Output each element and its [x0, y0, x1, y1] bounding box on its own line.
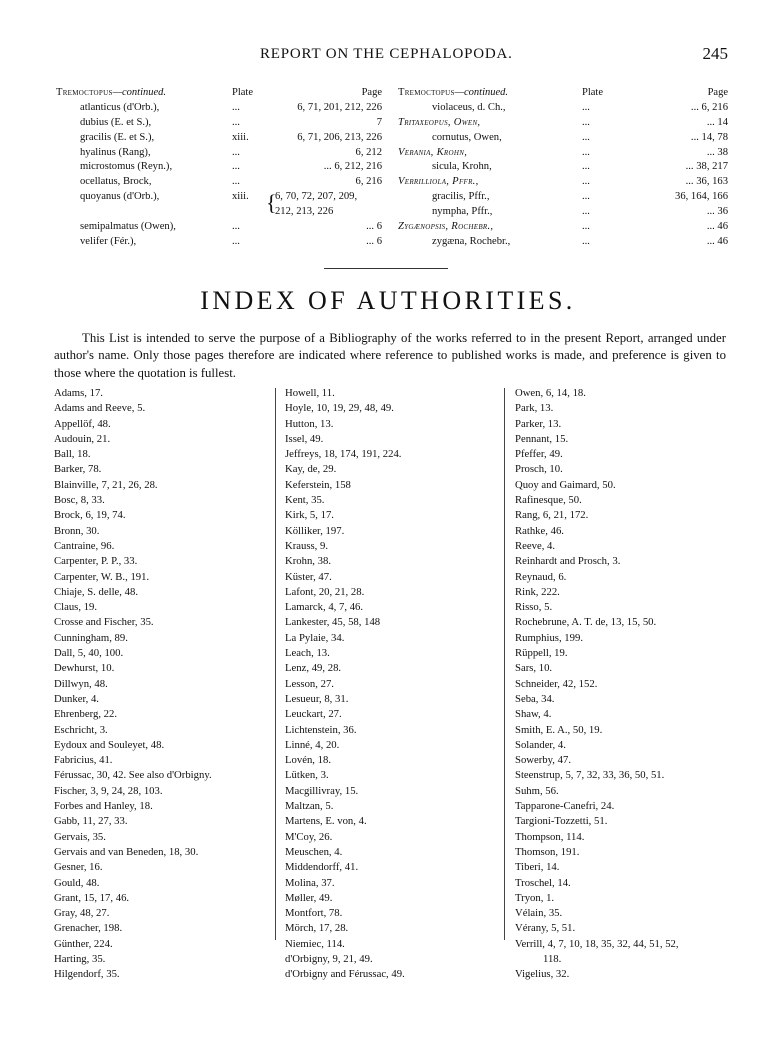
- species-name: atlanticus (d'Orb.),: [80, 101, 160, 113]
- author-entry: Reynaud, 6.: [515, 570, 567, 583]
- table-row: [56, 235, 382, 250]
- running-head: REPORT ON THE CEPHALOPODA.: [260, 46, 513, 62]
- table-row: [398, 146, 728, 161]
- plate-ref: ...: [232, 221, 240, 233]
- species-table-right: [398, 86, 728, 250]
- author-entry: Günther, 224.: [54, 937, 113, 950]
- author-entry: 118.: [543, 952, 562, 965]
- page-ref: ... 46: [706, 235, 728, 247]
- table-row: [56, 190, 382, 220]
- author-entry: Jeffreys, 18, 174, 191, 224.: [285, 448, 402, 461]
- page-ref: 6, 216: [355, 176, 382, 188]
- author-entry: Issel, 49.: [285, 432, 324, 445]
- species-name: hyalinus (Rang),: [80, 146, 151, 158]
- page-ref: ... 6, 216: [690, 101, 728, 113]
- genus-suffix: —continued.: [112, 87, 167, 98]
- author-entry: Vigelius, 32.: [515, 968, 570, 981]
- author-entry: La Pylaie, 34.: [285, 631, 345, 644]
- author-entry: Gray, 48, 27.: [54, 907, 110, 920]
- author-entry: Kölliker, 197.: [285, 524, 345, 537]
- author-entry: Hilgendorf, 35.: [54, 968, 120, 981]
- table-header: [56, 86, 382, 101]
- author-entry: Leach, 13.: [285, 647, 330, 660]
- plate-ref: ...: [582, 116, 590, 128]
- plate-ref: ...: [232, 116, 240, 128]
- table-row: [56, 116, 382, 131]
- page-ref: 6, 71, 201, 212, 226: [297, 101, 382, 113]
- author-entry: Rochebrune, A. T. de, 13, 15, 50.: [515, 616, 657, 629]
- plate-ref: ...: [582, 191, 590, 203]
- page-ref: ... 38, 217: [685, 161, 728, 173]
- author-entry: Cantraine, 96.: [54, 539, 115, 552]
- author-entry: Harting, 35.: [54, 952, 106, 965]
- table-row: [398, 220, 728, 235]
- plate-ref: ...: [232, 101, 240, 113]
- intro-paragraph: This List is intended to serve the purpose of a Bibliography of the works referred to in the present Report, arranged under author's name. Only those pages therefore are indicated where reference to published works is made, and preference is given to those where the quotation is fullest.: [54, 331, 726, 380]
- author-entry: Niemiec, 114.: [285, 937, 345, 950]
- species-name: sicula, Krohn,: [432, 161, 492, 173]
- author-entry: Howell, 11.: [285, 387, 335, 399]
- author-entry: Molina, 37.: [285, 876, 335, 889]
- species-name: dubius (E. et S.),: [80, 116, 152, 128]
- author-entry: Lamarck, 4, 7, 46.: [285, 601, 364, 614]
- author-entry: Gould, 48.: [54, 876, 100, 889]
- author-entry: Bosc, 8, 33.: [54, 494, 105, 507]
- author-entry: Macgillivray, 15.: [285, 784, 359, 797]
- author-entry: Smith, E. A., 50, 19.: [515, 723, 603, 736]
- table-row: [56, 101, 382, 116]
- species-name: Zygænopsis, Rochebr.,: [398, 221, 494, 233]
- page-ref: ... 6: [366, 221, 382, 233]
- author-entry: Rink, 222.: [515, 585, 560, 598]
- author-entry: Kay, de, 29.: [285, 463, 337, 476]
- author-entry: Krauss, 9.: [285, 539, 329, 552]
- author-entry: Troschel, 14.: [515, 876, 571, 889]
- table-row: [398, 190, 728, 205]
- author-entry: Appellöf, 48.: [54, 417, 111, 430]
- author-entry: Adams, 17.: [54, 387, 103, 399]
- index-title: INDEX OF AUTHORITIES.: [200, 286, 576, 315]
- column-rule: [275, 388, 276, 940]
- author-entry: Vélain, 35.: [515, 907, 563, 920]
- author-entry: Lankester, 45, 58, 148: [285, 616, 381, 629]
- table-header-genus: [398, 86, 508, 101]
- page-ref: 6, 71, 206, 213, 226: [297, 131, 382, 143]
- author-entry: d'Orbigny, 9, 21, 49.: [285, 952, 373, 965]
- page-ref: ... 14: [706, 116, 728, 128]
- author-entry: Gervais, 35.: [54, 830, 106, 843]
- species-name: Tritaxeopus, Owen,: [398, 116, 481, 128]
- author-entry: Shaw, 4.: [515, 708, 552, 721]
- author-entry: Blainville, 7, 21, 26, 28.: [54, 478, 158, 491]
- plate-ref: ...: [582, 131, 590, 143]
- species-name: velifer (Fér.),: [80, 235, 137, 247]
- page-ref-line: 6, 70, 72, 207, 209,: [275, 191, 358, 203]
- plate-ref: ...: [232, 161, 240, 173]
- author-entry: Tiberi, 14.: [515, 861, 560, 874]
- author-entry: Eydoux and Souleyet, 48.: [54, 738, 165, 751]
- author-entry: Thompson, 114.: [515, 830, 585, 843]
- author-entry: Meuschen, 4.: [285, 845, 343, 858]
- species-name: zygæna, Rochebr.,: [432, 235, 511, 247]
- author-entry: Schneider, 42, 152.: [515, 677, 598, 690]
- plate-ref: ...: [232, 235, 240, 247]
- section-divider: [324, 268, 448, 269]
- plate-ref: ...: [582, 235, 590, 247]
- author-column-1: [54, 386, 264, 983]
- page-ref: 7: [376, 116, 382, 128]
- author-entry: Parker, 13.: [515, 417, 562, 430]
- genus-name: Tremoctopus: [398, 87, 455, 98]
- author-entry: Eschricht, 3.: [54, 723, 108, 736]
- species-name: ocellatus, Brock,: [80, 176, 152, 188]
- author-entry: Mörch, 17, 28.: [285, 922, 349, 935]
- author-entry: Gabb, 11, 27, 33.: [54, 815, 128, 828]
- species-name: violaceus, d. Ch.,: [432, 101, 506, 113]
- species-name: microstomus (Reyn.),: [80, 161, 173, 173]
- author-entry: Barker, 78.: [54, 463, 102, 476]
- species-table-left: [56, 86, 382, 250]
- author-entry: Carpenter, P. P., 33.: [54, 555, 138, 568]
- author-entry: Cunningham, 89.: [54, 631, 128, 644]
- author-entry: Vérany, 5, 51.: [515, 922, 576, 935]
- species-name: nympha, Pffr.,: [432, 206, 493, 218]
- author-entry: Rumphius, 199.: [515, 631, 583, 644]
- author-entry: Maltzan, 5.: [285, 800, 334, 813]
- author-entry: Lafont, 20, 21, 28.: [285, 585, 365, 598]
- author-entry: Crosse and Fischer, 35.: [54, 616, 154, 629]
- species-name: gracilis (E. et S.),: [80, 131, 155, 143]
- author-entry: d'Orbigny and Férussac, 49.: [285, 968, 405, 981]
- page-number: 245: [702, 44, 728, 63]
- plate-header: Plate: [232, 87, 253, 98]
- author-entry: Thomson, 191.: [515, 845, 580, 858]
- author-entry: Tapparone-Canefri, 24.: [515, 800, 615, 813]
- species-name: Verrilliola, Pffr.,: [398, 176, 479, 188]
- table-header-genus: [56, 86, 166, 101]
- author-entry: Dewhurst, 10.: [54, 662, 115, 675]
- table-row: [398, 116, 728, 131]
- author-entry: Lichtenstein, 36.: [285, 723, 357, 736]
- author-entry: Møller, 49.: [285, 891, 333, 904]
- author-entry: Pennant, 15.: [515, 432, 569, 445]
- author-entry: Pfeffer, 49.: [515, 448, 563, 461]
- author-entry: Reeve, 4.: [515, 539, 556, 552]
- page-ref: 36, 164, 166: [675, 191, 728, 203]
- author-entry: Ball, 18.: [54, 448, 91, 461]
- author-entry: Carpenter, W. B., 191.: [54, 570, 150, 583]
- plate-ref: ...: [582, 146, 590, 158]
- author-entry: Dunker, 4.: [54, 692, 99, 705]
- author-entry: Dall, 5, 40, 100.: [54, 647, 124, 660]
- author-entry: Sars, 10.: [515, 662, 553, 675]
- plate-ref: xiii.: [232, 191, 249, 203]
- author-entry: Ehrenberg, 22.: [54, 708, 118, 721]
- author-entry: Sowerby, 47.: [515, 754, 572, 767]
- author-entry: Fabricius, 41.: [54, 754, 113, 767]
- page-ref: ... 36: [706, 206, 728, 218]
- species-name: Verania, Krohn,: [398, 146, 468, 158]
- author-entry: Claus, 19.: [54, 601, 98, 614]
- author-entry: Montfort, 78.: [285, 907, 343, 920]
- author-entry: Rathke, 46.: [515, 524, 564, 537]
- page-header: Page: [361, 87, 382, 98]
- author-entry: Solander, 4.: [515, 738, 566, 751]
- author-entry: Risso, 5.: [515, 601, 553, 614]
- plate-ref: ...: [232, 176, 240, 188]
- author-entry: Lovén, 18.: [285, 754, 332, 767]
- author-entry: Seba, 34.: [515, 692, 555, 705]
- author-entry: Rafinesque, 50.: [515, 494, 582, 507]
- author-entry: Krohn, 38.: [285, 555, 332, 568]
- author-entry: Middendorff, 41.: [285, 861, 359, 874]
- page-ref: 6, 212: [355, 146, 382, 158]
- author-entry: Grenacher, 198.: [54, 922, 123, 935]
- author-entry: Fischer, 3, 9, 24, 28, 103.: [54, 784, 163, 797]
- author-entry: Brock, 6, 19, 74.: [54, 509, 126, 522]
- table-row: [398, 175, 728, 190]
- table-row: [398, 205, 728, 220]
- author-entry: Park, 13.: [515, 402, 554, 415]
- species-name: gracilis, Pffr.,: [432, 191, 490, 203]
- genus-name: Tremoctopus: [56, 87, 113, 98]
- author-entry: Bronn, 30.: [54, 524, 100, 537]
- page-ref: ... 36, 163: [685, 176, 728, 188]
- page-ref: ... 14, 78: [690, 131, 728, 143]
- author-entry: Quoy and Gaimard, 50.: [515, 478, 616, 491]
- page-ref: ... 38: [706, 146, 728, 158]
- plate-ref: ...: [232, 146, 240, 158]
- author-column-2: [285, 386, 495, 983]
- page-ref: ... 46: [706, 221, 728, 233]
- author-entry: Grant, 15, 17, 46.: [54, 891, 130, 904]
- plate-ref: ...: [582, 206, 590, 218]
- author-entry: Tryon, 1.: [515, 891, 555, 904]
- table-row: [56, 160, 382, 175]
- table-row: [398, 160, 728, 175]
- author-entry: Gesner, 16.: [54, 861, 103, 874]
- table-row: [56, 131, 382, 146]
- author-entry: Verrill, 4, 7, 10, 18, 35, 32, 44, 51, 52,: [515, 937, 679, 950]
- author-entry: Steenstrup, 5, 7, 32, 33, 36, 50, 51.: [515, 769, 665, 782]
- author-entry: Kent, 35.: [285, 494, 325, 507]
- plate-header: Plate: [582, 87, 603, 98]
- table-row: [56, 146, 382, 161]
- author-entry: Rüppell, 19.: [515, 647, 568, 660]
- author-entry: Hutton, 13.: [285, 417, 334, 430]
- author-entry: Forbes and Hanley, 18.: [54, 800, 153, 813]
- author-entry: Linné, 4, 20.: [285, 738, 340, 751]
- author-entry: Owen, 6, 14, 18.: [515, 387, 586, 399]
- genus-suffix: —continued.: [454, 87, 509, 98]
- page-ref: ... 6: [366, 235, 382, 247]
- author-entry: Férussac, 30, 42. See also d'Orbigny.: [54, 769, 212, 782]
- author-entry: Lütken, 3.: [285, 769, 329, 782]
- page-ref: ... 6, 212, 216: [323, 161, 382, 173]
- page-ref: [266, 190, 357, 220]
- author-entry: Reinhardt and Prosch, 3.: [515, 555, 621, 568]
- species-name: quoyanus (d'Orb.),: [80, 191, 160, 203]
- author-entry: Küster, 47.: [285, 570, 332, 583]
- author-entry: Prosch, 10.: [515, 463, 563, 476]
- plate-ref: ...: [582, 161, 590, 173]
- author-entry: Martens, E. von, 4.: [285, 815, 367, 828]
- plate-ref: ...: [582, 101, 590, 113]
- author-entry: Adams and Reeve, 5.: [54, 402, 146, 415]
- author-entry: Dillwyn, 48.: [54, 677, 108, 690]
- page-ref-line: 212, 213, 226: [275, 206, 334, 218]
- author-entry: Keferstein, 158: [285, 478, 351, 491]
- species-name: cornutus, Owen,: [432, 131, 502, 143]
- author-column-3: [515, 386, 730, 983]
- brace: {: [266, 190, 277, 216]
- author-entry: Gervais and van Beneden, 18, 30.: [54, 845, 199, 858]
- author-entry: Lenz, 49, 28.: [285, 662, 342, 675]
- table-row: [398, 131, 728, 146]
- author-entry: Chiaje, S. delle, 48.: [54, 585, 139, 598]
- author-entry: Suhm, 56.: [515, 784, 559, 797]
- table-row: [56, 175, 382, 190]
- table-row: [398, 235, 728, 250]
- author-entry: Leuckart, 27.: [285, 708, 342, 721]
- author-entry: M'Coy, 26.: [285, 830, 333, 843]
- plate-ref: ...: [582, 221, 590, 233]
- table-row: [56, 220, 382, 235]
- author-entry: Rang, 6, 21, 172.: [515, 509, 589, 522]
- species-name: semipalmatus (Owen),: [80, 221, 176, 233]
- plate-ref: xiii.: [232, 131, 249, 143]
- table-header: [398, 86, 728, 101]
- author-entry: Hoyle, 10, 19, 29, 48, 49.: [285, 402, 394, 415]
- plate-ref: ...: [582, 176, 590, 188]
- author-entry: Lesueur, 8, 31.: [285, 692, 349, 705]
- column-rule: [504, 388, 505, 940]
- author-entry: Lesson, 27.: [285, 677, 334, 690]
- page-header: Page: [707, 87, 728, 98]
- table-row: [398, 101, 728, 116]
- author-entry: Audouin, 21.: [54, 432, 111, 445]
- author-entry: Kirk, 5, 17.: [285, 509, 334, 522]
- author-entry: Targioni-Tozzetti, 51.: [515, 815, 608, 828]
